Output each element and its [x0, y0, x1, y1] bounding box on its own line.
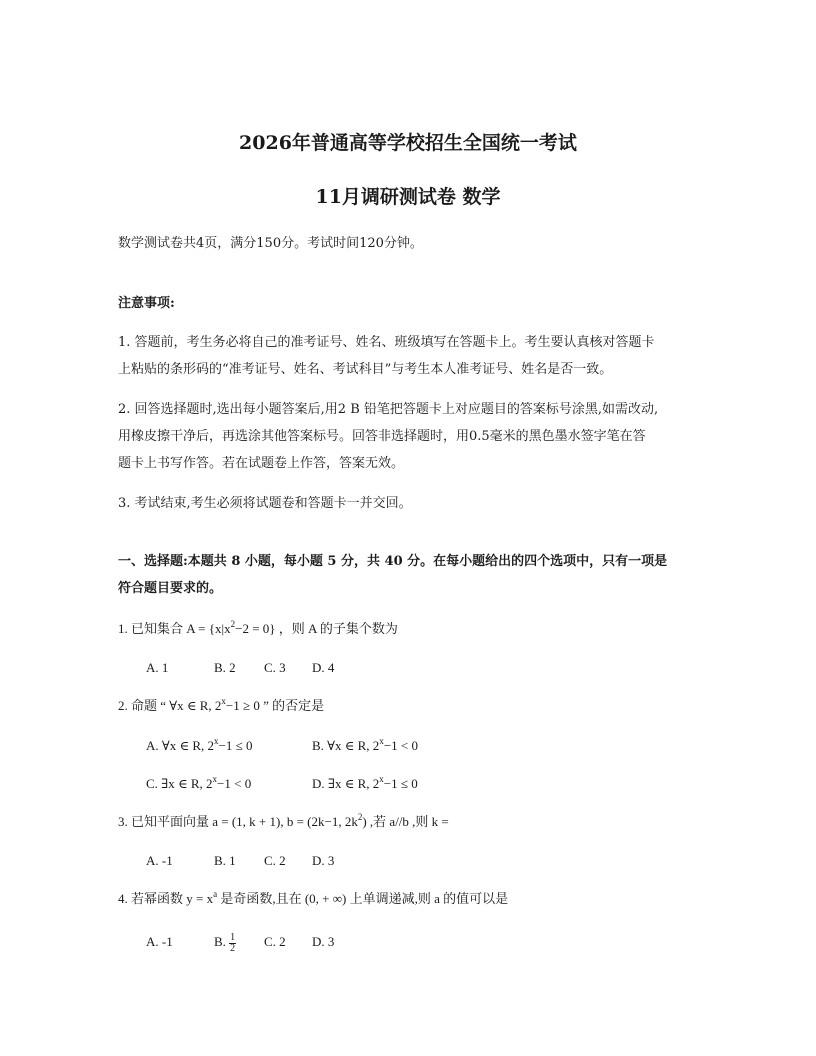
- question-2-suffix: −1 ≥ 0 ” 的否定是: [225, 698, 325, 713]
- notice-heading: 注意事项:: [118, 296, 175, 311]
- notice-item-1-line-2: 上粘贴的条形码的“准考证号、姓名、考试科目”与考生本人准考证号、姓名是否一致。: [118, 362, 613, 377]
- q4-option-b-label: B.: [214, 934, 226, 949]
- question-1-prefix: 1. 已知集合 A = {x|x: [118, 621, 231, 636]
- q1-option-d: D. 4: [312, 660, 335, 675]
- question-3-prefix: 3. 已知平面向量 a = (1, k + 1), b = (2k−1, 2k: [118, 814, 358, 829]
- q2-option-d-pre: D. ∃x ∈ R, 2: [312, 776, 380, 791]
- question-4-prefix: 4. 若幂函数 y = x: [118, 891, 214, 906]
- q3-option-c: C. 2: [264, 853, 286, 868]
- q2-option-b-sup: x: [379, 735, 384, 746]
- q2-option-a-post: −1 ≤ 0: [218, 738, 253, 753]
- q2-option-b-pre: B. ∀x ∈ R, 2: [312, 738, 380, 753]
- question-1-sup: 2: [230, 618, 236, 629]
- q2-option-c-sup: x: [212, 773, 218, 784]
- notice-item-2-line-3: 题卡上书写作答。若在试题卷上作答，答案无效。: [118, 456, 405, 471]
- q2-option-c-post: −1 < 0: [217, 776, 252, 791]
- q4-option-a: A. -1: [146, 934, 173, 949]
- q1-option-b: B. 2: [214, 660, 236, 675]
- exam-title: 2026年普通高等学校招生全国统一考试: [239, 132, 577, 154]
- question-3: [118, 811, 449, 830]
- question-3-suffix: ) ,若 a//b ,则 k =: [362, 814, 449, 829]
- intro-text: 数学测试卷共4页，满分150分。考试时间120分钟。: [118, 236, 423, 251]
- q2-option-b-post: −1 < 0: [383, 738, 418, 753]
- q2-option-c: [146, 773, 252, 792]
- q2-option-d-post: −1 ≤ 0: [383, 776, 418, 791]
- q2-option-a-pre: A. ∀x ∈ R, 2: [146, 738, 215, 753]
- question-2-prefix: 2. 命题 “ ∀x ∈ R, 2: [118, 698, 222, 713]
- q2-option-d: [312, 773, 418, 792]
- q4-option-b: [214, 928, 236, 956]
- notice-item-2-line-1: 2. 回答选择题时,选出每小题答案后,用2 B 铅笔把答题卡上对应题目的答案标号涂黑,如需改动,: [118, 402, 659, 417]
- q4-option-d: D. 3: [312, 934, 335, 949]
- question-1: [118, 618, 398, 637]
- question-2-sup: x: [221, 695, 226, 706]
- q2-option-a-sup: x: [214, 735, 219, 746]
- q2-option-a: [146, 735, 253, 754]
- q3-option-b: B. 1: [214, 853, 236, 868]
- section-1-line-1: 一、选择题:本题共 8 小题，每小题 5 分，共 40 分。在每小题给出的四个选项中，只有一项是: [118, 554, 668, 569]
- exam-subtitle: 11月调研测试卷 数学: [315, 186, 501, 208]
- q4-option-b-numerator: 1: [230, 931, 236, 943]
- q2-option-b: [312, 735, 418, 754]
- q4-option-b-fraction: [229, 933, 236, 954]
- question-4: [118, 888, 509, 907]
- notice-item-3: 3. 考试结束,考生必须将试题卷和答题卡一并交回。: [118, 496, 412, 511]
- section-1-line-2: 符合题目要求的。: [118, 581, 223, 596]
- q4-option-b-denominator: 2: [230, 942, 236, 954]
- q1-option-a: A. 1: [146, 660, 169, 675]
- q1-option-c: C. 3: [264, 660, 286, 675]
- question-4-sup: a: [213, 888, 218, 899]
- q3-option-d: D. 3: [312, 853, 335, 868]
- question-4-suffix: 是奇函数,且在 (0, + ∞) 上单调递减,则 a 的值可以是: [217, 891, 509, 906]
- question-3-sup: 2: [357, 811, 363, 822]
- q3-option-a: A. -1: [146, 853, 173, 868]
- q4-option-c: C. 2: [264, 934, 286, 949]
- question-2: [118, 695, 325, 714]
- q2-option-d-sup: x: [379, 773, 384, 784]
- q2-option-c-pre: C. ∃x ∈ R, 2: [146, 776, 213, 791]
- question-1-suffix: −2 = 0} ，则 A 的子集个数为: [235, 621, 398, 636]
- notice-item-2-line-2: 用橡皮擦干净后，再选涂其他答案标号。回答非选择题时，用0.5毫米的黑色墨水签字笔在答: [118, 429, 646, 444]
- notice-item-1-line-1: 1. 答题前，考生务必将自己的准考证号、姓名、班级填写在答题卡上。考生要认真核对答题卡: [118, 335, 655, 350]
